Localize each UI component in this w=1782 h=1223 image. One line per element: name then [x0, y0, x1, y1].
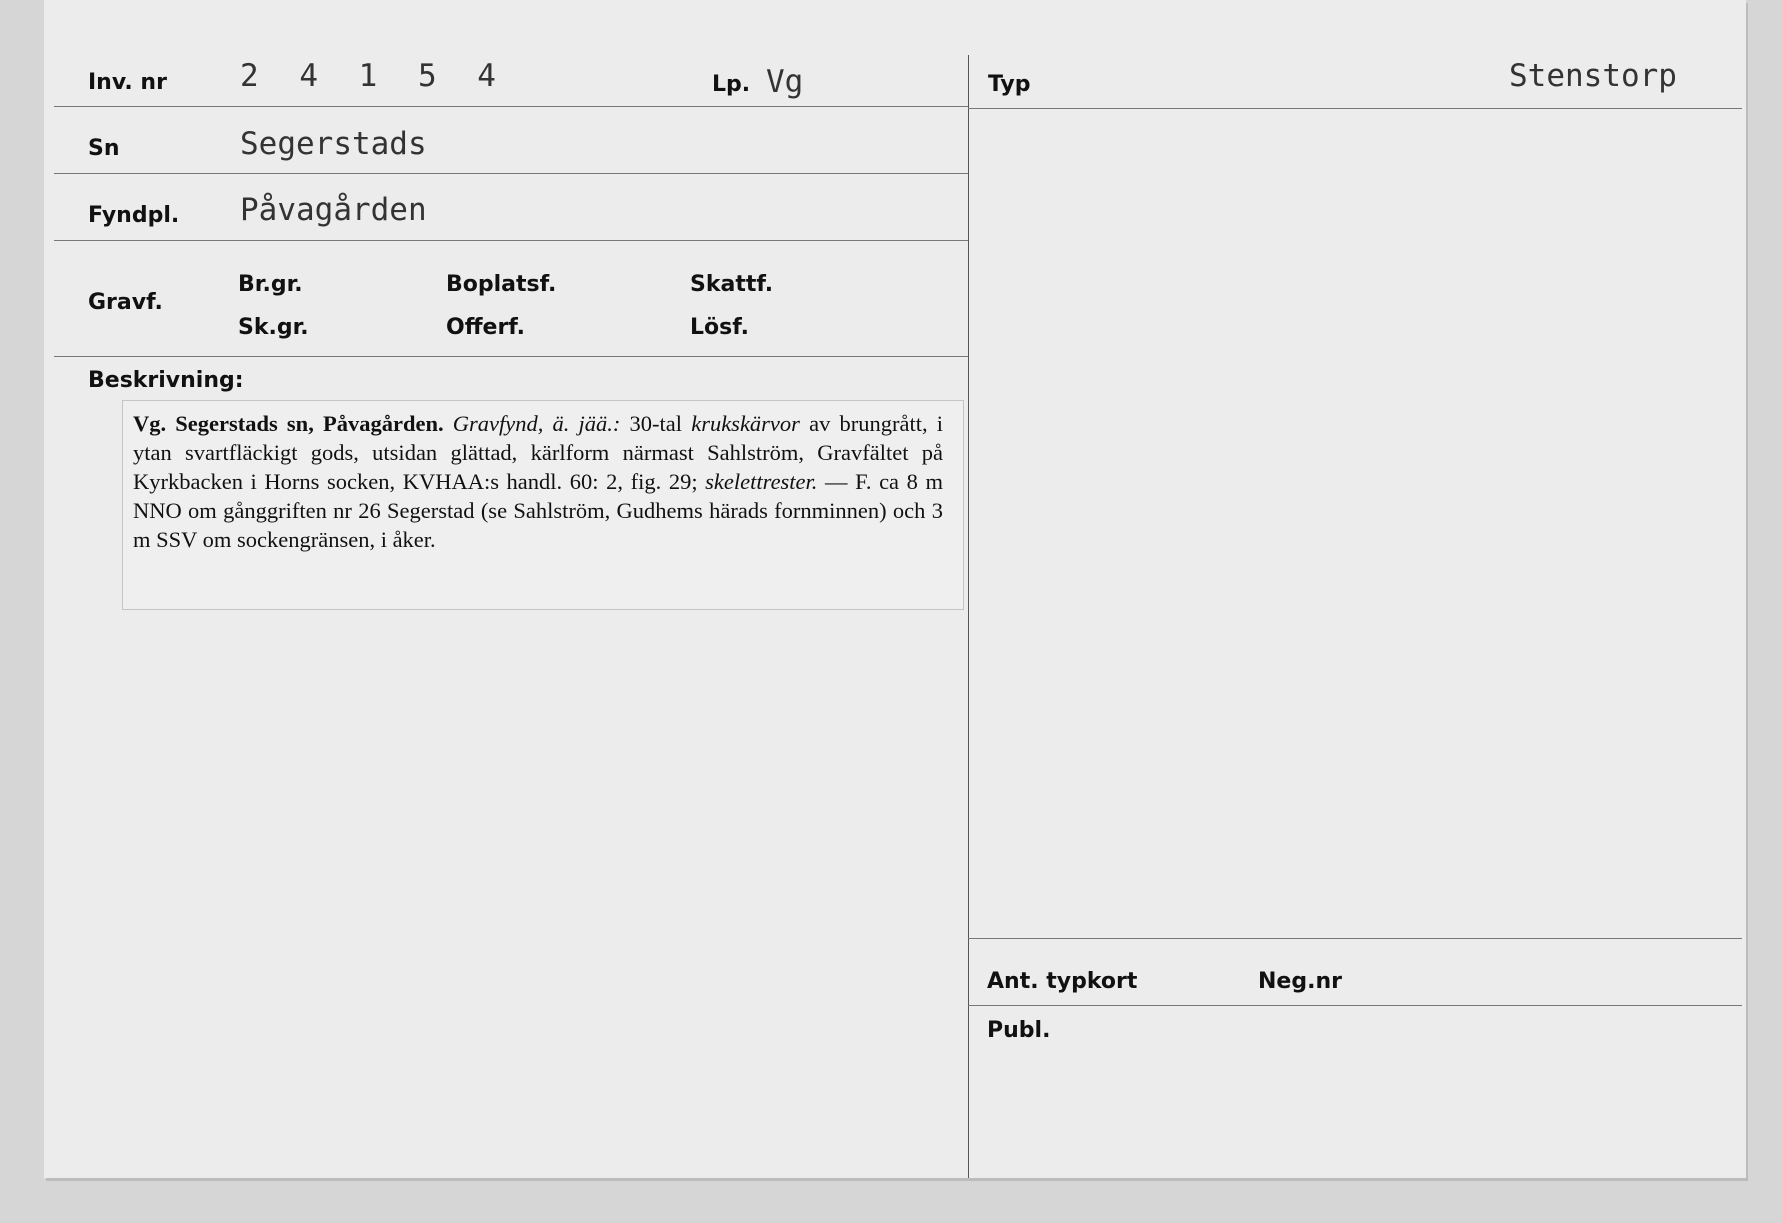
description-count: 30-tal [620, 411, 692, 436]
divider-ant-typkort [968, 938, 1742, 939]
sn-label: Sn [88, 136, 120, 161]
description-object: krukskärvor [691, 411, 800, 436]
ant-typkort-label: Ant. typkort [987, 969, 1138, 994]
boplatsf-label: Boplatsf. [446, 272, 557, 297]
sn-value: Segerstads [240, 126, 427, 162]
negnr-label: Neg.nr [1258, 969, 1342, 994]
typ-value: Stenstorp [1509, 58, 1677, 94]
catalog-card [44, 0, 1746, 1178]
inv-nr-value: 2 4 1 5 4 [240, 58, 507, 94]
description-body: av brungrått, i ytan svartfläckigt gods, utsidan glättad, kärlform närmast Sahlström, Gravfältet på Kyrkbacken i Horns socken, KVHAA:s handl. 60: 2, fig. 29; [133, 411, 943, 494]
description-space [444, 411, 453, 436]
divider-inv [54, 106, 968, 107]
description-find-type: Gravfynd, ä. jää.: [452, 411, 621, 436]
description-heading: Vg. Segerstads sn, Påvagården. [133, 411, 444, 436]
description-location: — F. ca 8 m NNO om gånggriften nr 26 Segerstad (se Sahlström, Gudhems härads fornminnen) och 3 m SSV om sockengränsen, i åker. [133, 469, 943, 552]
offerf-label: Offerf. [446, 315, 526, 340]
brgr-label: Br.gr. [238, 272, 303, 297]
fyndpl-label: Fyndpl. [88, 203, 180, 228]
divider-publ [968, 1005, 1742, 1006]
gravf-label: Gravf. [88, 290, 163, 315]
column-divider [968, 55, 969, 1178]
fyndpl-value: Påvagården [240, 192, 427, 228]
divider-sn [54, 173, 968, 174]
lp-value: Vg [766, 64, 804, 100]
description-clipping [122, 400, 964, 610]
inv-nr-label: Inv. nr [88, 70, 167, 95]
beskrivning-label: Beskrivning: [88, 368, 244, 393]
divider-typ [968, 108, 1742, 109]
divider-gravf [54, 356, 968, 357]
losf-label: Lösf. [690, 315, 749, 340]
typ-label: Typ [988, 72, 1031, 97]
skattf-label: Skattf. [690, 272, 774, 297]
publ-label: Publ. [987, 1018, 1051, 1043]
skgr-label: Sk.gr. [238, 315, 309, 340]
description-remains: skelettrester. [705, 469, 818, 494]
description-text [133, 409, 943, 554]
lp-label: Lp. [712, 72, 751, 97]
divider-fyndpl [54, 240, 968, 241]
